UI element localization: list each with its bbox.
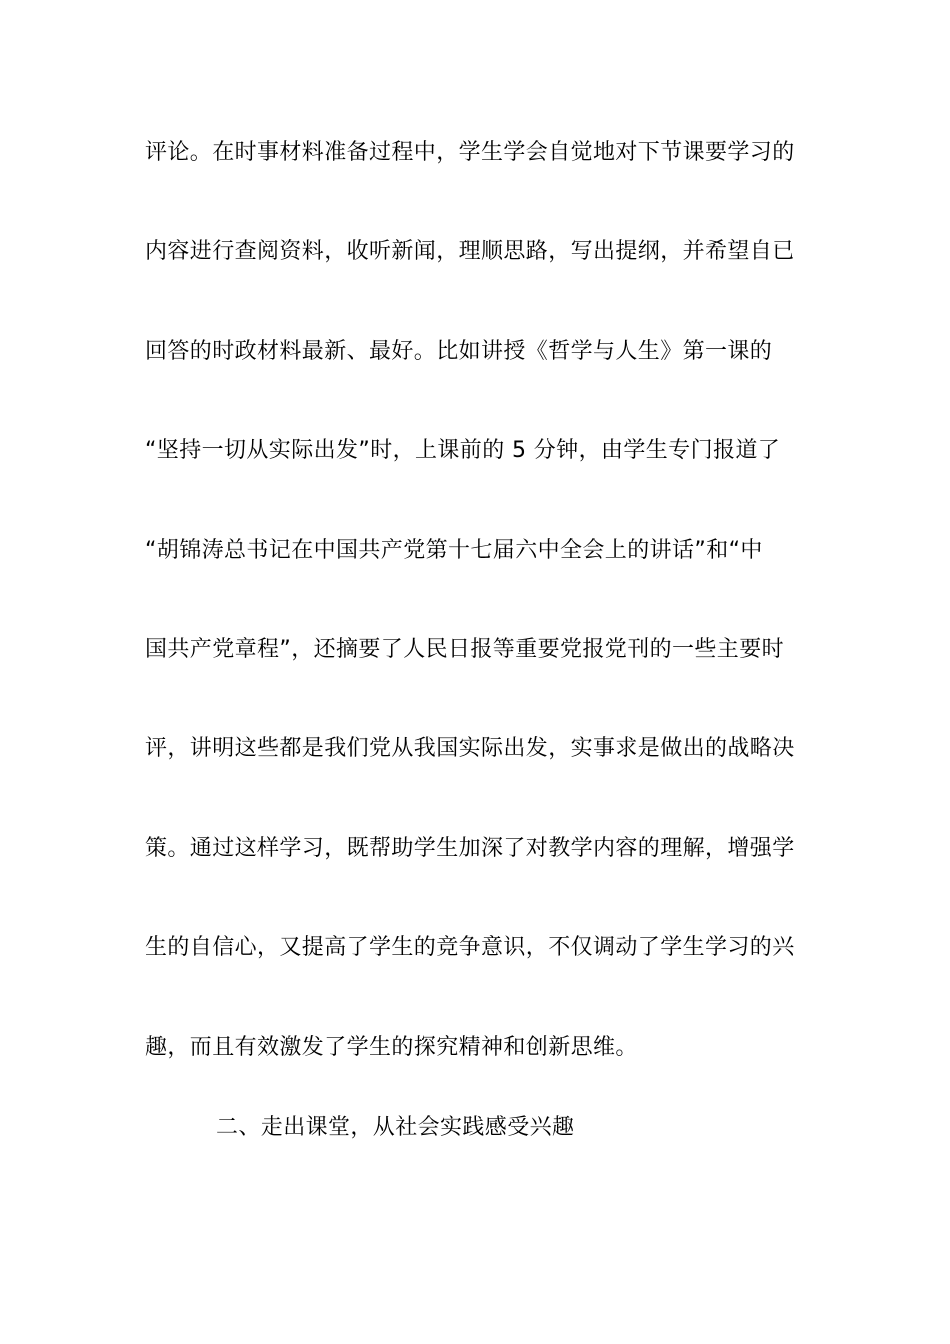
paragraph-line: 评，讲明这些都是我们党从我国实际出发，实事求是做出的战略决 (145, 736, 795, 761)
paragraph-line: 内容进行查阅资料，收听新闻，理顺思路，写出提纲，并希望自已 (145, 239, 795, 264)
paragraph-line: 趣，而且有效激发了学生的探究精神和创新思维。 (145, 1035, 638, 1060)
section-heading: 二、走出课堂，从社会实践感受兴趣 (216, 1115, 575, 1140)
paragraph-line: “胡锦涛总书记在中国共产党第十七届六中全会上的讲话”和“中 (145, 538, 763, 563)
paragraph-line: 回答的时政材料最新、最好。比如讲授《哲学与人生》第一课的 (145, 339, 773, 364)
paragraph-line: “坚持一切从实际出发”时，上课前的 5 分钟，由学生专门报道了 (145, 438, 781, 463)
paragraph-line: 生的自信心，又提高了学生的竞争意识，不仅调动了学生学习的兴 (145, 935, 795, 960)
paragraph-line: 国共产党章程”，还摘要了人民日报等重要党报党刊的一些主要时 (145, 637, 784, 662)
paragraph-line: 策。通过这样学习，既帮助学生加深了对教学内容的理解，增强学 (145, 836, 795, 861)
paragraph-line: 评论。在时事材料准备过程中，学生学会自觉地对下节课要学习的 (145, 140, 795, 165)
